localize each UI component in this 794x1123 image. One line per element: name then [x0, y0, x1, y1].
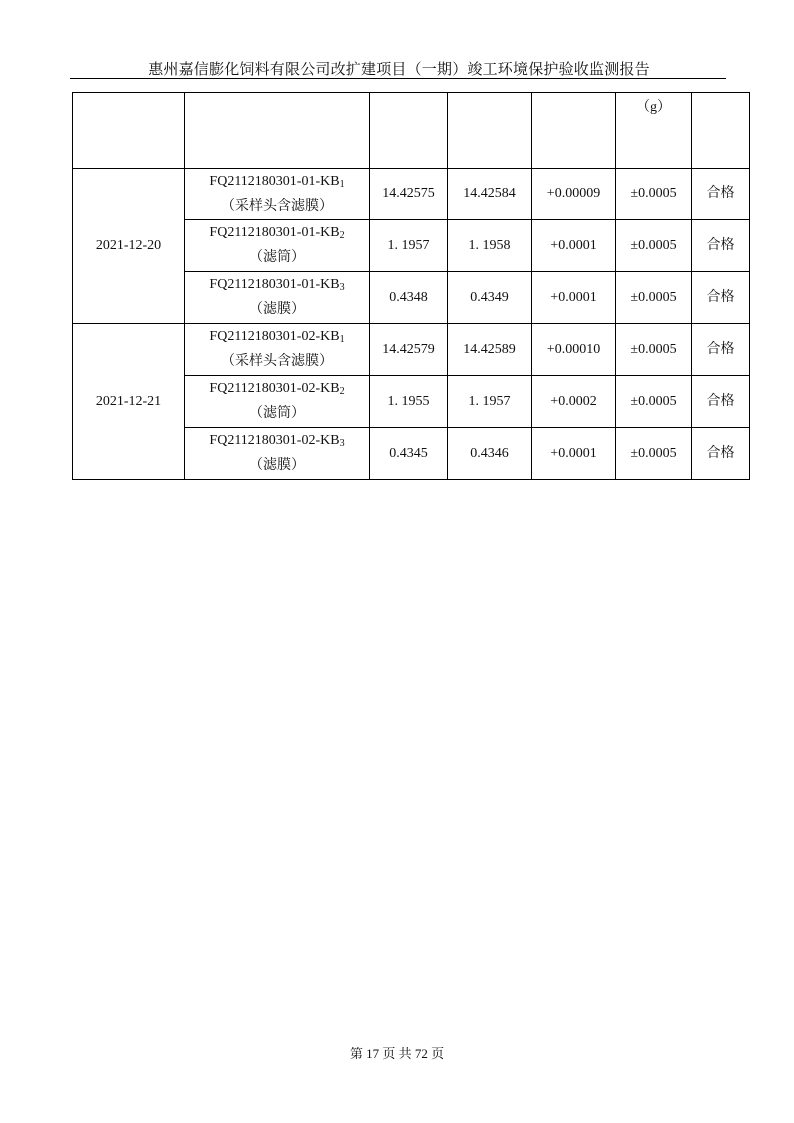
table-row [73, 324, 750, 376]
sample-id-subscript: 3 [339, 282, 345, 293]
limit-cell: ±0.0005 [616, 169, 692, 220]
sample-id: FQ2112180301-02-KB [209, 329, 340, 344]
sample-desc: （滤筒） [249, 250, 305, 265]
sample-desc: （采样头含滤膜） [221, 354, 333, 369]
sample-id-cell [185, 376, 370, 428]
sample-id-cell [185, 220, 370, 272]
head-cell [532, 93, 616, 169]
difference-cell: +0.0002 [532, 376, 616, 428]
sample-id: FQ2112180301-02-KB [209, 433, 340, 448]
date-cell: 2021-12-20 [73, 169, 185, 324]
sample-id: FQ2112180301-01-KB [209, 277, 340, 292]
limit-cell: ±0.0005 [616, 220, 692, 272]
weight-2-cell: 0.4349 [448, 272, 532, 324]
sample-id-subscript: 2 [339, 386, 345, 397]
difference-cell: +0.00009 [532, 169, 616, 220]
page-header-title: 惠州嘉信膨化饲料有限公司改扩建项目（一期）竣工环境保护验收监测报告 [148, 62, 650, 78]
head-cell-unit: （g） [616, 93, 692, 169]
difference-cell: +0.00010 [532, 324, 616, 376]
sample-desc: （滤膜） [249, 458, 305, 473]
sample-desc: （滤筒） [249, 406, 305, 421]
weight-1-cell: 0.4345 [370, 428, 448, 480]
table-head-row [73, 93, 750, 169]
difference-cell: +0.0001 [532, 428, 616, 480]
weight-1-cell: 14.42579 [370, 324, 448, 376]
blank-check-table [72, 92, 750, 480]
difference-cell: +0.0001 [532, 272, 616, 324]
limit-cell: ±0.0005 [616, 272, 692, 324]
result-cell: 合格 [692, 220, 750, 272]
limit-cell: ±0.0005 [616, 376, 692, 428]
weight-2-cell: 1. 1957 [448, 376, 532, 428]
sample-id-subscript: 2 [339, 230, 345, 241]
sample-id: FQ2112180301-02-KB [209, 381, 340, 396]
weight-2-cell: 1. 1958 [448, 220, 532, 272]
page-number: 第 17 页 共 72 页 [349, 1046, 445, 1061]
date-cell: 2021-12-21 [73, 324, 185, 480]
result-cell: 合格 [692, 272, 750, 324]
table-row [73, 169, 750, 220]
limit-cell: ±0.0005 [616, 428, 692, 480]
sample-id-cell [185, 272, 370, 324]
sample-desc: （采样头含滤膜） [221, 198, 333, 214]
difference-cell: +0.0001 [532, 220, 616, 272]
sample-id-cell [185, 169, 370, 220]
limit-cell: ±0.0005 [616, 324, 692, 376]
weight-2-cell: 14.42589 [448, 324, 532, 376]
head-cell [370, 93, 448, 169]
header-divider [70, 78, 726, 79]
weight-1-cell: 14.42575 [370, 169, 448, 220]
weight-1-cell: 1. 1957 [370, 220, 448, 272]
result-cell: 合格 [692, 324, 750, 376]
sample-id: FQ2112180301-01-KB [209, 225, 340, 240]
head-cell [73, 93, 185, 169]
weight-2-cell: 0.4346 [448, 428, 532, 480]
result-cell: 合格 [692, 428, 750, 480]
sample-desc: （滤膜） [249, 302, 305, 317]
sample-id-subscript: 1 [339, 334, 345, 345]
weight-1-cell: 0.4348 [370, 272, 448, 324]
result-cell: 合格 [692, 169, 750, 220]
result-cell: 合格 [692, 376, 750, 428]
weight-1-cell: 1. 1955 [370, 376, 448, 428]
head-cell [448, 93, 532, 169]
head-cell [185, 93, 370, 169]
sample-id-subscript: 3 [339, 438, 345, 449]
weight-2-cell: 14.42584 [448, 169, 532, 220]
sample-id-subscript: 1 [339, 178, 345, 190]
sample-id-cell [185, 324, 370, 376]
head-cell [692, 93, 750, 169]
sample-id: FQ2112180301-01-KB [209, 173, 340, 189]
sample-id-cell [185, 428, 370, 480]
